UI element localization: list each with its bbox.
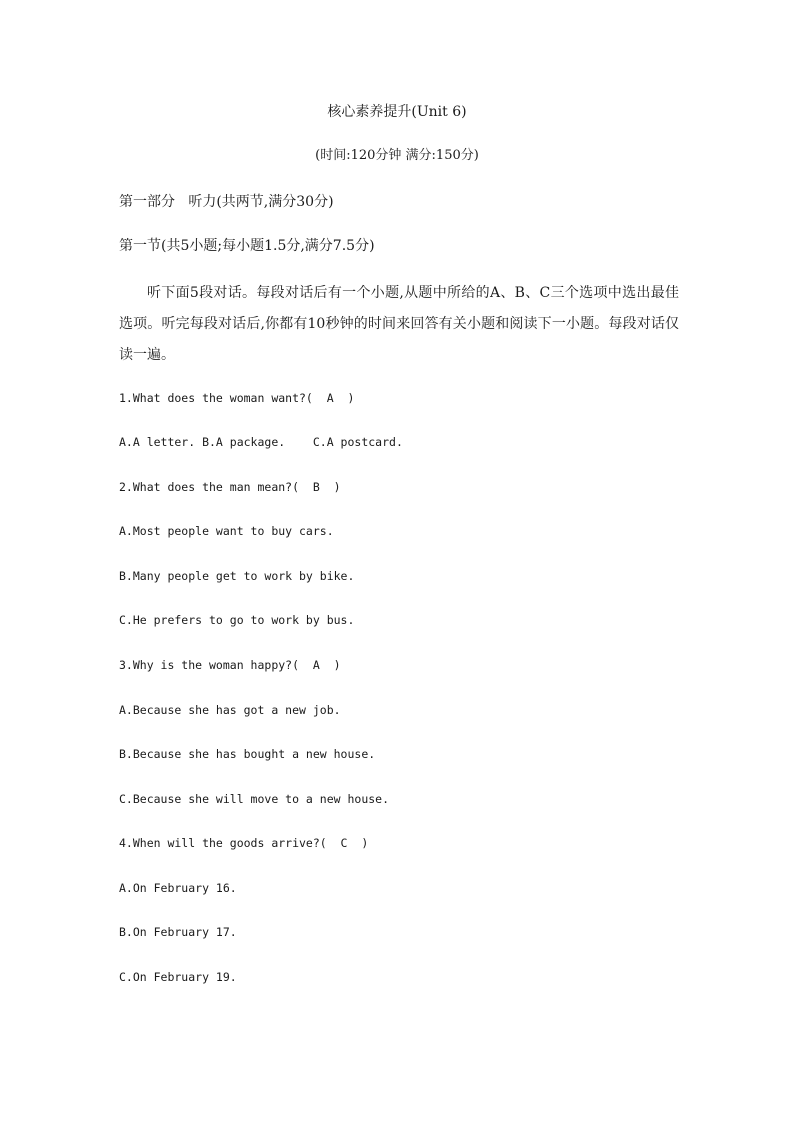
exam-time-and-score: (时间:120分钟 满分:150分) — [315, 148, 479, 163]
section-heading: 第一节(共5小题;每小题1.5分,满分7.5分) — [119, 238, 375, 254]
question-3-option-a: A.Because she has got a new job. — [119, 703, 341, 717]
question-1-options: A.A letter. B.A package. C.A postcard. — [119, 435, 403, 449]
question-2-option-b: B.Many people get to work by bike. — [119, 569, 355, 583]
question-3-stem: 3.Why is the woman happy?( A ) — [119, 658, 341, 672]
question-4-option-a: A.On February 16. — [119, 881, 237, 895]
question-4-stem: 4.When will the goods arrive?( C ) — [119, 836, 369, 850]
part-heading: 第一部分 听力(共两节,满分30分) — [119, 194, 334, 210]
question-4-option-c: C.On February 19. — [119, 970, 237, 984]
section-instructions: 听下面5段对话。每段对话后有一个小题,从题中所给的A、B、C三个选项中选出最佳选项。听完每段对话后,你都有10秒钟的时间来回答有关小题和阅读下一小题。每段对话仅读一遍。 — [119, 285, 679, 363]
question-4-option-b: B.On February 17. — [119, 925, 237, 939]
question-3-option-b: B.Because she has bought a new house. — [119, 747, 376, 761]
question-3-option-c: C.Because she will move to a new house. — [119, 792, 390, 806]
page-title: 核心素养提升(Unit 6) — [327, 104, 467, 120]
question-1-stem: 1.What does the woman want?( A ) — [119, 391, 355, 405]
question-2-option-a: A.Most people want to buy cars. — [119, 524, 334, 538]
question-2-stem: 2.What does the man mean?( B ) — [119, 480, 341, 494]
question-2-option-c: C.He prefers to go to work by bus. — [119, 613, 355, 627]
